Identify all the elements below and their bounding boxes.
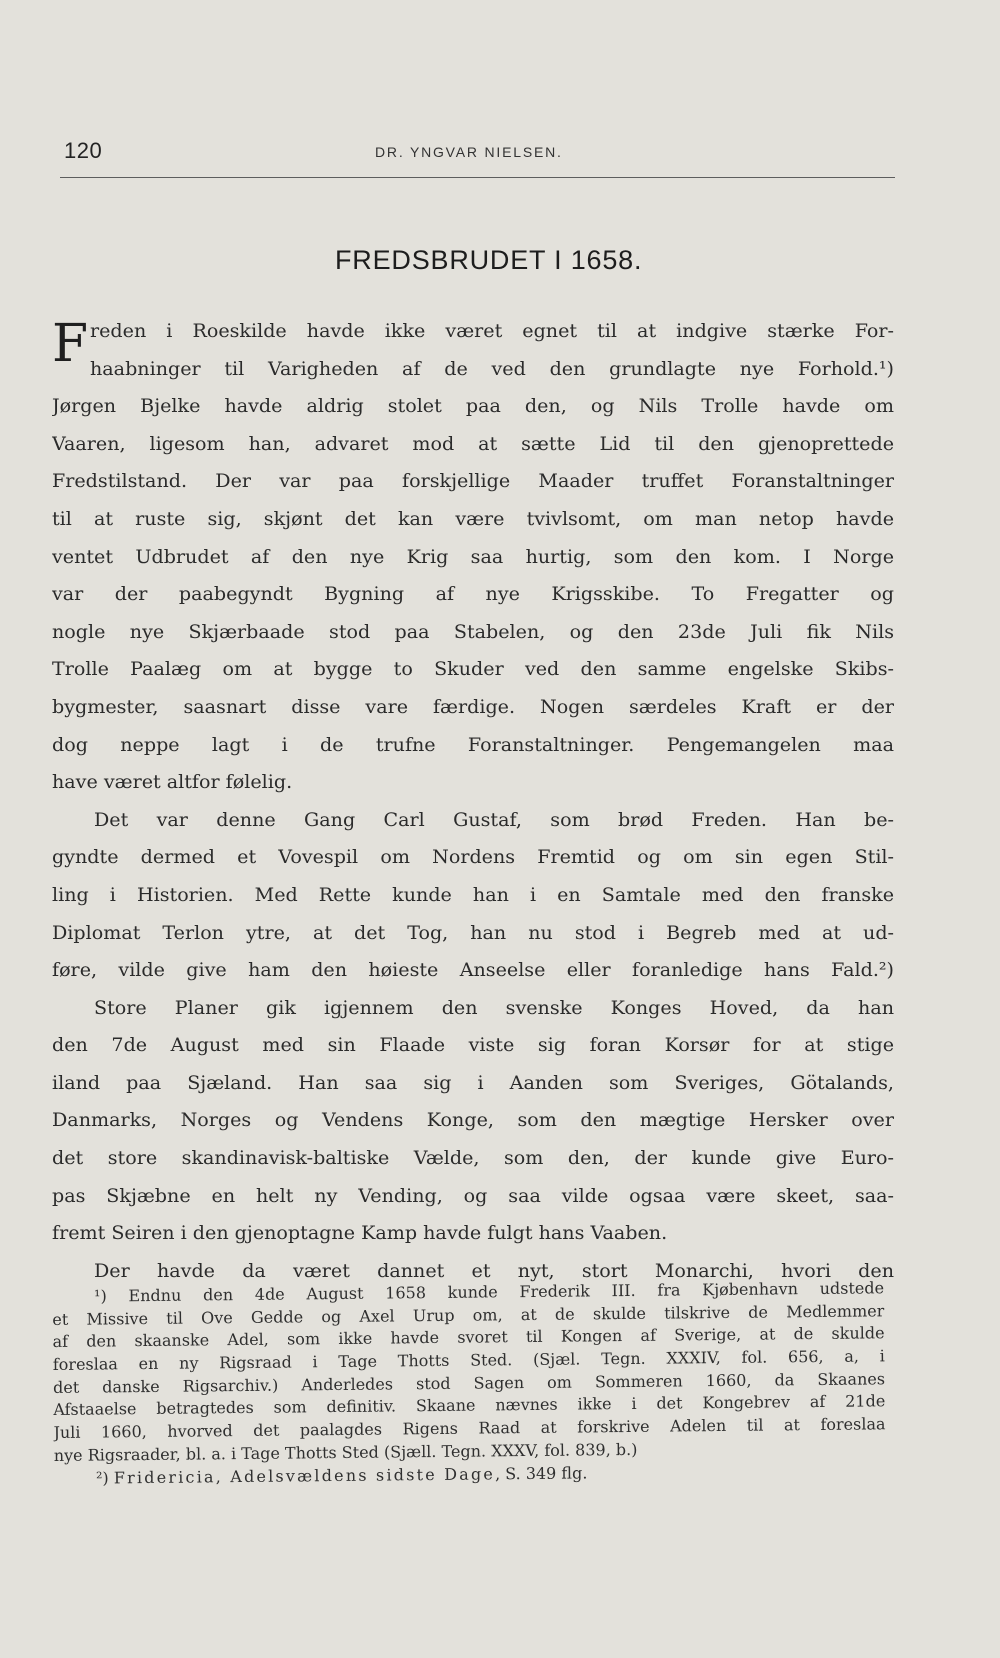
page-number: 120 bbox=[64, 138, 103, 163]
text-line: nogle nye Skjærbaade stod paa Stabelen, og den 23de Juli fik Nils bbox=[52, 619, 894, 643]
footnote-2-marker: ²) bbox=[95, 1467, 109, 1488]
footnote-line: ¹) Endnu den 4de August 1658 kunde Frederik III. fra Kjøbenhavn udstede bbox=[94, 1278, 885, 1306]
header-rule bbox=[60, 177, 895, 178]
text-line: Trolle Paalæg om at bygge to Skuder ved den samme engelske Skibs- bbox=[52, 657, 894, 681]
footnote-2-author: Fridericia, Adelsvældens sidste Dage bbox=[113, 1463, 496, 1487]
paragraph-3 bbox=[52, 989, 894, 1252]
footnote-line: nye Rigsraader, bl. a. i Tage Thotts Sted (Sjæll. Tegn. XXXV, fol. 839, b.) bbox=[53, 1439, 638, 1465]
text-line: Det var denne Gang Carl Gustaf, som brød Freden. Han be- bbox=[94, 807, 894, 831]
drop-cap: F bbox=[52, 320, 89, 372]
footnote-line: Afstaaelse betragtedes som definitiv. Skaane nævnes ikke i det Kongebrev af 21de bbox=[53, 1391, 886, 1420]
text-line: Danmarks, Norges og Vendens Konge, som den mægtige Hersker over bbox=[52, 1108, 894, 1132]
footnote-line: Juli 1660, hvorved det paalagdes Rigens Raad at forskrive Adelen til at foreslaa bbox=[53, 1414, 886, 1443]
footnote-1 bbox=[52, 1277, 886, 1467]
paragraph-2 bbox=[52, 801, 894, 989]
running-head: DR. YNGVAR NIELSEN. bbox=[375, 144, 563, 160]
chapter-title: FREDSBRUDET I 1658. bbox=[335, 245, 643, 275]
text-line: reden i Roeskilde havde ikke været egnet til at indgive stærke For- bbox=[90, 319, 894, 342]
text-line: ling i Historien. Med Rette kunde han i en Samtale med den franske bbox=[52, 882, 894, 906]
text-line: ventet Udbrudet af den nye Krig saa hurtig, som den kom. I Norge bbox=[52, 544, 894, 568]
text-line: til at ruste sig, skjønt det kan være tvivlsomt, om man netop havde bbox=[52, 506, 894, 530]
footnote-line: det danske Rigsarchiv.) Anderledes stod Sagen om Sommeren 1660, da Skaanes bbox=[52, 1369, 886, 1397]
page-header bbox=[60, 138, 895, 178]
paragraph-1 bbox=[52, 312, 894, 801]
text-line: haabninger til Varigheden af de ved den grundlagte nye Forhold.¹) bbox=[90, 356, 894, 380]
text-line: føre, vilde give ham den høieste Anseelse eller foranledige hans Fald.²) bbox=[52, 958, 894, 982]
text-line: dog neppe lagt i de trufne Foranstaltninger. Pengemangelen maa bbox=[52, 732, 894, 756]
text-line: Fredstilstand. Der var paa forskjellige Maader truffet Foranstaltninger bbox=[52, 469, 894, 493]
text-line: den 7de August med sin Flaade viste sig foran Korsør for at stige bbox=[52, 1033, 894, 1057]
text-line: iland paa Sjæland. Han saa sig i Aanden som Sveriges, Götalands, bbox=[52, 1070, 894, 1094]
text-line: Vaaren, ligesom han, advaret mod at sætte Lid til den gjenoprettede bbox=[52, 431, 894, 455]
text-line: fremt Seiren i den gjenoptagne Kamp havde fulgt hans Vaaben. bbox=[52, 1221, 668, 1245]
text-line: Der havde da været dannet et nyt, stort Monarchi, hvori den bbox=[94, 1258, 894, 1282]
footnote-2-reference: , S. 349 flg. bbox=[494, 1462, 588, 1483]
footnote-line: foreslaa en ny Rigsraad i Tage Thotts Sted. (Sjæl. Tegn. XXXIV, fol. 656, a, i bbox=[52, 1346, 885, 1375]
text-line: gyndte dermed et Vovespil om Nordens Fremtid og om sin egen Stil- bbox=[52, 845, 894, 869]
text-line: var der paabegyndt Bygning af nye Krigsskibe. To Fregatter og bbox=[52, 582, 894, 606]
text-line: Store Planer gik igjennem den svenske Konges Hoved, da han bbox=[94, 995, 894, 1019]
footnote-line: af den skaanske Adel, som ikke havde svoret til Kongen af Sverige, at de skulde bbox=[52, 1323, 885, 1352]
text-line: bygmester, saasnart disse vare færdige. Nogen særdeles Kraft er der bbox=[52, 694, 894, 718]
text-line: pas Skjæbne en helt ny Vending, og saa vilde ogsaa være skeet, saa- bbox=[52, 1183, 894, 1207]
text-line: det store skandinavisk-baltiske Vælde, som den, der kunde give Euro- bbox=[52, 1146, 894, 1170]
body-text bbox=[52, 312, 894, 1289]
footnote-line: et Missive til Ove Gedde og Axel Urup om, at de skulde tilskrive de Medlemmer bbox=[52, 1300, 885, 1329]
text-line: Diplomat Terlon ytre, at det Tog, han nu stod i Begreb med at ud- bbox=[52, 920, 894, 944]
footnotes bbox=[52, 1277, 886, 1490]
text-line: have været altfor følelig. bbox=[52, 770, 293, 794]
text-line: Jørgen Bjelke havde aldrig stolet paa den, og Nils Trolle havde om bbox=[52, 394, 894, 418]
